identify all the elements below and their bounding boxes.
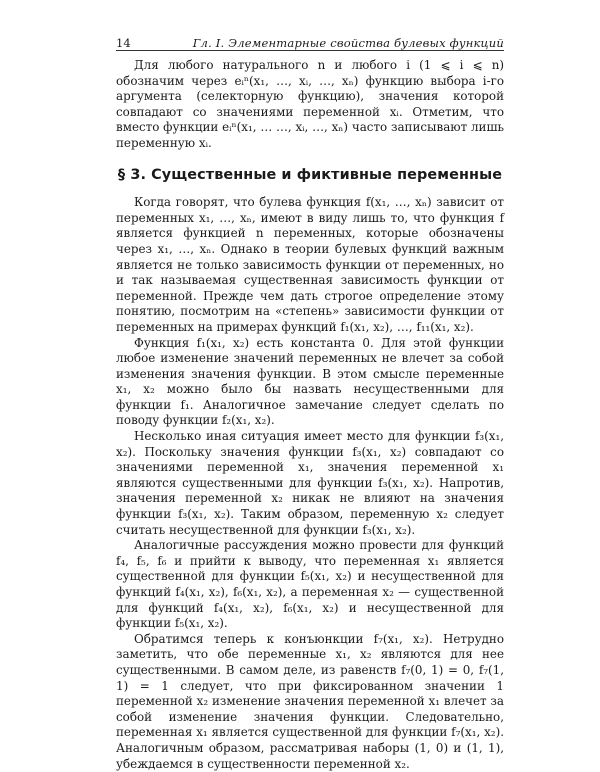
page-number: 14 — [116, 36, 131, 50]
body-paragraph: Функция f₁(x₁, x₂) есть константа 0. Для этой функции любое изменение значений переменных не влечет за собой изменения значения функции. В этом смысле переменные x₁, x₂ можно было бы назвать несущественными для функции f₁. Аналогичное замечание следует сделать по поводу функции f₂(x₁, x₂). — [116, 335, 504, 428]
body-paragraph: Когда говорят, что булева функция f(x₁, …, xₙ) зависит от переменных x₁, …, xₙ, имеют в виду лишь то, что функция f является функцией n переменных, которые обозначены через x₁, …, xₙ. Однако в теории булевых функций важным является не только зависимость функции от переменных, но и так называемая существенная зависимость функции от переменной. Прежде чем дать строгое определение этому понятию, посмотрим на «степень» зависимости функции от переменных на примерах функций f₁(x₁, x₂), …, f₁₁(x₁, x₂). — [116, 195, 504, 334]
running-title: Гл. I. Элементарные свойства булевых функций — [192, 36, 504, 50]
body-paragraph: Обратимся теперь к конъюнкции f₇(x₁, x₂). Нетрудно заметить, что обе переменные x₁, x₂ являются для нее существенными. В самом деле, из равенств f₇(0, 1) = 0, f₇(1, 1) = 1 следует, что при фиксированном значении 1 переменной x₂ изменение значения переменной x₁ влечет за собой изменение значения функции. Следовательно, переменная x₁ является существенной для функции f₇(x₁, x₂). Аналогичным образом, рассматривая наборы (1, 0) и (1, 1), убеждаемся в существенности переменной x₂. — [116, 631, 504, 771]
running-header — [116, 30, 504, 50]
body-paragraph: Аналогичные рассуждения можно провести для функций f₄, f₅, f₆ и прийти к выводу, что переменная x₁ является существенной для функции f₅(x₁, x₂) и несущественной для функций f₄(x₁, x₂), f₆(x₁, x₂), а переменная x₂ — существенной для функций f₄(x₁, x₂), f₆(x₁, x₂) и несущественной для функции f₅(x₁, x₂). — [116, 538, 504, 631]
page-body — [116, 58, 504, 772]
intro-paragraph: Для любого натурального n и любого i (1 ⩽ i ⩽ n) обозначим через eᵢⁿ(x₁, …, xᵢ, …, xₙ) функцию выбора i-го аргумента (селекторную функцию), значения которой совпадают со значениями переменной xᵢ. Отметим, что вместо функции eᵢⁿ(x₁, … …, xᵢ, …, xₙ) часто записывают лишь переменную xᵢ. — [116, 58, 505, 150]
body-paragraph: Несколько иная ситуация имеет место для функции f₃(x₁, x₂). Поскольку значения функции f₃(x₁, x₂) совпадают со значениями переменной x₁, значения переменной x₁ являются существенными для функции f₃(x₁, x₂). Напротив, значения переменной x₂ никак не влияют на значения функции f₃(x₁, x₂). Таким образом, переменную x₂ следует считать несущественной для функции f₃(x₁, x₂). — [116, 429, 504, 537]
section-title: § 3. Существенные и фиктивные переменные — [117, 166, 503, 183]
header-rule — [116, 50, 504, 51]
